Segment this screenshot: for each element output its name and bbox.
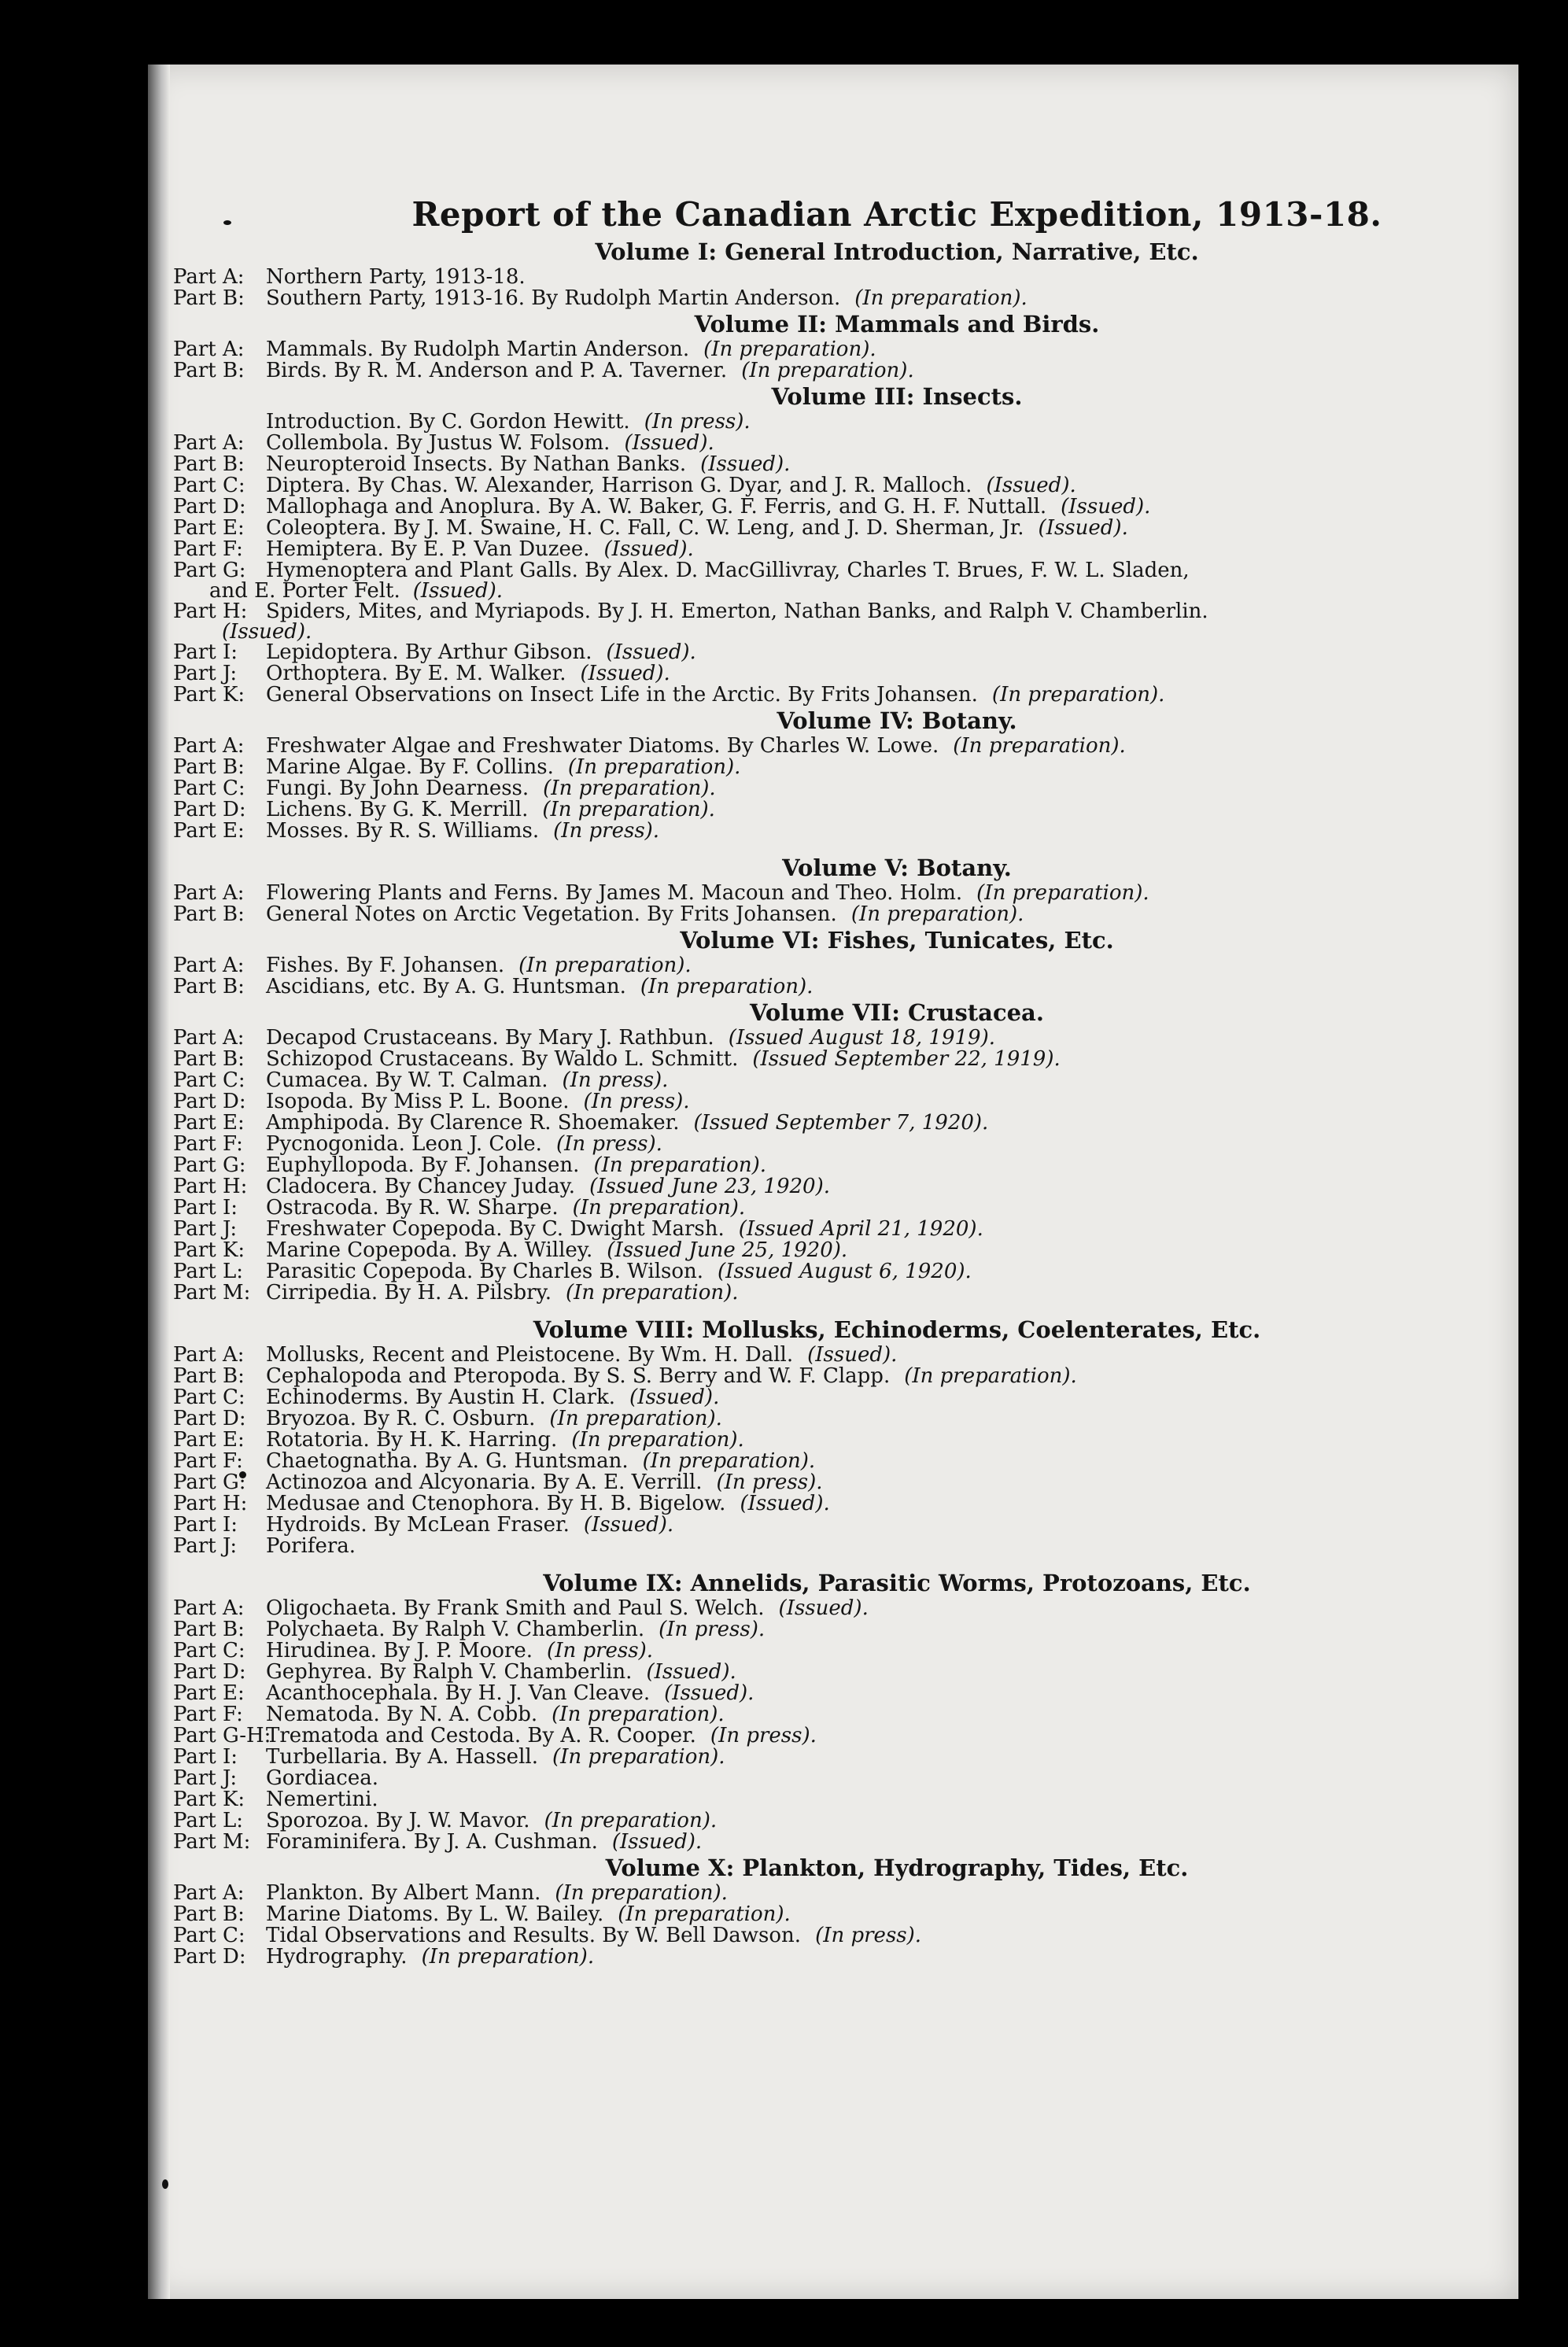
part-text-continued: and E. Porter Felt.	[209, 579, 400, 603]
part-entry	[173, 454, 1463, 475]
part-status: (Issued).	[664, 1681, 754, 1705]
part-label: Part I:	[173, 640, 238, 664]
part-text: Gephyrea. By Ralph V. Chamberlin.	[266, 1660, 633, 1684]
part-status: (Issued April 21, 1920).	[738, 1217, 983, 1241]
part-label: Part B:	[173, 359, 245, 382]
part-status: (In preparation).	[544, 1809, 718, 1832]
part-status: (In preparation).	[618, 1902, 791, 1926]
part-label: Part I:	[173, 1513, 238, 1537]
part-text: Hemiptera. By E. P. Van Duzee.	[266, 537, 590, 561]
part-text: Nematoda. By N. A. Cobb.	[266, 1703, 538, 1726]
part-label: Part B:	[173, 1902, 245, 1926]
part-text: Spiders, Mites, and Myriapods. By J. H. Emerton, Nathan Banks, and Ralph V. Chamberlin.	[266, 600, 1208, 623]
part-label: Part A:	[173, 881, 245, 905]
volume-section	[173, 238, 1463, 309]
part-text: Isopoda. By Miss P. L. Boone.	[266, 1090, 570, 1113]
part-label: Part D:	[173, 1407, 246, 1430]
part-status: (In preparation).	[555, 1881, 728, 1905]
part-status: (Issued).	[603, 537, 694, 561]
volume-heading: Volume II: Mammals and Birds.	[694, 311, 1100, 338]
part-label: Part A:	[173, 1881, 245, 1905]
part-text: Fungi. By John Dearness.	[266, 777, 529, 800]
part-status: (Issued August 18, 1919).	[728, 1026, 995, 1050]
part-text: Hydroids. By McLean Fraser.	[266, 1513, 570, 1537]
part-label: Part H:	[173, 1175, 248, 1198]
part-label: Part H:	[173, 1492, 248, 1515]
part-label: Part J:	[173, 1217, 238, 1241]
volume-section	[173, 999, 1463, 1315]
part-status: (In press).	[547, 1639, 654, 1662]
part-entry	[173, 1430, 1463, 1451]
part-status: (Issued September 22, 1919).	[752, 1047, 1061, 1071]
part-status: (In preparation).	[566, 1281, 739, 1305]
part-status: (In press).	[716, 1471, 823, 1494]
part-status: (In preparation).	[991, 683, 1165, 707]
entry-label-spacer	[173, 411, 266, 433]
volume-section	[173, 1316, 1463, 1568]
part-text: Plankton. By Albert Mann.	[266, 1881, 541, 1905]
part-status: (In press).	[710, 1724, 817, 1747]
part-label: Part E:	[173, 1428, 245, 1452]
part-status: (Issued June 25, 1920).	[607, 1238, 848, 1262]
part-entry	[173, 1725, 1463, 1747]
part-entry	[173, 496, 1463, 518]
part-text: Hirudinea. By J. P. Moore.	[266, 1639, 533, 1662]
section-gap	[173, 1304, 1463, 1315]
part-label: Part C:	[173, 1386, 245, 1409]
part-text: Nemertini.	[266, 1788, 378, 1811]
part-text: Lichens. By G. K. Merrill.	[266, 798, 529, 821]
part-entry	[173, 1472, 1463, 1493]
part-entry	[173, 799, 1463, 821]
volume-section	[173, 1570, 1463, 1853]
part-text: Freshwater Copepoda. By C. Dwight Marsh.	[266, 1217, 725, 1241]
part-text: Turbellaria. By A. Hassell.	[266, 1745, 538, 1769]
part-text: Oligochaeta. By Frank Smith and Paul S. Welch.	[266, 1596, 765, 1620]
volume-heading: Volume X: Plankton, Hydrography, Tides, Etc.	[605, 1854, 1189, 1881]
part-status: (Issued).	[778, 1596, 869, 1620]
part-entry	[173, 433, 1463, 454]
volume-heading: Volume IX: Annelids, Parasitic Worms, Protozoans, Etc.	[543, 1570, 1251, 1596]
part-label: Part H:	[173, 600, 248, 623]
part-text: Northern Party, 1913-18.	[266, 265, 526, 289]
part-status: (Issued).	[611, 1830, 703, 1854]
part-label: Part M:	[173, 1830, 251, 1854]
volume-heading: Volume I: General Introduction, Narrative, Etc.	[595, 238, 1199, 265]
part-text: Cirripedia. By H. A. Pilsbry.	[266, 1281, 552, 1305]
part-entry	[173, 642, 1463, 663]
part-label: Part I:	[173, 1745, 238, 1769]
part-entry	[173, 1832, 1463, 1853]
part-entry	[173, 1536, 1463, 1557]
part-status: (Issued).	[1061, 495, 1151, 518]
part-text: General Observations on Insect Life in the Arctic. By Frits Johansen.	[266, 683, 978, 707]
part-label: Part L:	[173, 1809, 243, 1832]
part-text: Cladocera. By Chancey Juday.	[266, 1175, 576, 1198]
part-status: (Issued).	[583, 1513, 674, 1537]
part-entry	[173, 904, 1463, 925]
part-text: Hymenoptera and Plant Galls. By Alex. D. MacGillivray, Charles T. Brues, F. W. L. Sladen,	[266, 559, 1190, 582]
part-entry	[173, 475, 1463, 496]
part-text: Mosses. By R. S. Williams.	[266, 819, 540, 843]
part-label: Part A:	[173, 954, 245, 977]
part-label: Part B:	[173, 1618, 245, 1641]
part-entry	[173, 1515, 1463, 1536]
part-entry	[173, 360, 1463, 382]
part-status: (Issued).	[412, 579, 504, 603]
part-label: Part F:	[173, 1703, 243, 1726]
page-edge-shadow	[148, 65, 170, 2299]
part-text: Euphyllopoda. By F. Johansen.	[266, 1153, 580, 1177]
part-label: Part G-H:	[173, 1724, 271, 1747]
part-status: (In press).	[555, 1132, 662, 1156]
part-text: Orthoptera. By E. M. Walker.	[266, 662, 566, 685]
part-label: Part A:	[173, 734, 245, 758]
part-text: Parasitic Copepoda. By Charles B. Wilson.	[266, 1260, 704, 1283]
part-entry	[173, 1197, 1463, 1219]
part-status: (Issued).	[580, 662, 670, 685]
part-text: Acanthocephala. By H. J. Van Cleave.	[266, 1681, 651, 1705]
volume-section	[173, 854, 1463, 925]
part-text: Southern Party, 1913-16. By Rudolph Martin Anderson.	[266, 286, 841, 310]
part-text: Bryozoa. By R. C. Osburn.	[266, 1407, 536, 1430]
part-label: Part B:	[173, 1364, 245, 1388]
part-entry	[173, 736, 1463, 757]
part-entry	[173, 539, 1463, 560]
part-status: (In preparation).	[854, 286, 1028, 310]
part-text: Echinoderms. By Austin H. Clark.	[266, 1386, 616, 1409]
part-status: (In press).	[562, 1068, 669, 1092]
part-label: Part M:	[173, 1281, 251, 1305]
ink-speck	[162, 2179, 168, 2189]
part-status: (Issued).	[807, 1343, 898, 1367]
part-text: Birds. By R. M. Anderson and P. A. Taverner.	[266, 359, 728, 382]
volume-heading: Volume VII: Crustacea.	[750, 999, 1044, 1026]
part-status: (In preparation).	[850, 902, 1024, 926]
part-label: Part B:	[173, 286, 245, 310]
part-entry	[173, 1049, 1463, 1070]
part-entry	[173, 1925, 1463, 1947]
part-label: Part F:	[173, 1132, 243, 1156]
part-label: Part D:	[173, 495, 246, 518]
part-entry	[173, 560, 1463, 581]
part-text: Foraminifera. By J. A. Cushman.	[266, 1830, 598, 1854]
part-text: Lepidoptera. By Arthur Gibson.	[266, 640, 592, 664]
part-text: Neuropteroid Insects. By Nathan Banks.	[266, 452, 687, 476]
part-label: Part K:	[173, 683, 245, 707]
part-label: Part K:	[173, 1238, 245, 1262]
part-label: Part E:	[173, 1681, 245, 1705]
part-label: Part J:	[173, 662, 238, 685]
part-text: Hydrography.	[266, 1945, 408, 1969]
part-label: Part F:	[173, 1449, 243, 1473]
part-label: Part A:	[173, 1343, 245, 1367]
part-entry	[173, 1070, 1463, 1091]
entry-status: (In press).	[644, 410, 751, 434]
part-label: Part B:	[173, 452, 245, 476]
part-label: Part A:	[173, 1026, 245, 1050]
part-label: Part G:	[173, 1471, 246, 1494]
part-text: Schizopod Crustaceans. By Waldo L. Schmitt.	[266, 1047, 739, 1071]
part-entry	[173, 1904, 1463, 1925]
part-label: Part L:	[173, 1260, 243, 1283]
part-status: (In press).	[659, 1618, 766, 1641]
volume-introduction	[173, 411, 1463, 433]
part-label: Part B:	[173, 975, 245, 998]
part-entry	[173, 1947, 1463, 1968]
part-entry	[173, 1176, 1463, 1197]
part-text: Ascidians, etc. By A. G. Huntsman.	[266, 975, 626, 998]
part-text: Mollusks, Recent and Pleistocene. By Wm. H. Dall.	[266, 1343, 794, 1367]
part-entry	[173, 1091, 1463, 1113]
part-label: Part E:	[173, 819, 245, 843]
part-label: Part D:	[173, 1660, 246, 1684]
part-text: Gordiacea.	[266, 1766, 379, 1790]
part-entry	[173, 1345, 1463, 1366]
part-entry	[173, 1683, 1463, 1704]
volume-list	[173, 238, 1463, 1968]
section-gap	[173, 1557, 1463, 1568]
part-label: Part D:	[173, 1090, 246, 1113]
part-label: Part F:	[173, 537, 243, 561]
part-status: (In press).	[553, 819, 660, 843]
part-entry	[173, 1493, 1463, 1515]
part-status: (In preparation).	[741, 359, 914, 382]
part-entry	[173, 778, 1463, 799]
part-label: Part D:	[173, 1945, 246, 1969]
part-status: (In preparation).	[904, 1364, 1077, 1388]
part-entry	[173, 267, 1463, 288]
part-status: (Issued).	[606, 640, 696, 664]
volume-section	[173, 383, 1463, 706]
part-text: Marine Copepoda. By A. Willey.	[266, 1238, 593, 1262]
part-status: (In preparation).	[542, 798, 715, 821]
part-status: (In preparation).	[518, 954, 692, 977]
volume-section	[173, 707, 1463, 853]
part-status: (Issued June 23, 1920).	[589, 1175, 830, 1198]
entry-text: Introduction. By C. Gordon Hewitt.	[266, 410, 630, 434]
section-gap	[173, 842, 1463, 853]
part-text: Freshwater Algae and Freshwater Diatoms. By Charles W. Lowe.	[266, 734, 939, 758]
part-text: Marine Algae. By F. Collins.	[266, 755, 554, 779]
part-entry	[173, 1408, 1463, 1430]
part-text: Mammals. By Rudolph Martin Anderson.	[266, 338, 690, 361]
part-text: Mallophaga and Anoplura. By A. W. Baker, G. F. Ferris, and G. H. F. Nuttall.	[266, 495, 1047, 518]
part-text: Collembola. By Justus W. Folsom.	[266, 431, 611, 455]
report-contents	[173, 195, 1463, 1968]
part-status: (In preparation).	[552, 1703, 725, 1726]
part-entry	[173, 1810, 1463, 1832]
part-label: Part J:	[173, 1766, 238, 1790]
part-status: (In preparation).	[543, 777, 716, 800]
part-status: (Issued).	[1038, 516, 1128, 540]
part-text: Porifera.	[266, 1534, 356, 1558]
part-label: Part B:	[173, 902, 245, 926]
part-label: Part G:	[173, 559, 246, 582]
part-label: Part C:	[173, 777, 245, 800]
part-status: (In preparation).	[552, 1745, 725, 1769]
part-status: (In preparation).	[549, 1407, 722, 1430]
part-label: Part A:	[173, 1596, 245, 1620]
report-title: Report of the Canadian Arctic Expedition, 1913-18.	[411, 195, 1382, 234]
part-text: Sporozoa. By J. W. Mavor.	[266, 1809, 530, 1832]
part-entry	[173, 518, 1463, 539]
part-entry	[173, 1134, 1463, 1155]
part-text: Tidal Observations and Results. By W. Bell Dawson.	[266, 1924, 802, 1947]
part-entry	[173, 976, 1463, 998]
part-label: Part K:	[173, 1788, 245, 1811]
part-text: Flowering Plants and Ferns. By James M. Macoun and Theo. Holm.	[266, 881, 963, 905]
part-text: Amphipoda. By Clarence R. Shoemaker.	[266, 1111, 680, 1135]
part-entry	[173, 1261, 1463, 1282]
part-text: Actinozoa and Alcyonaria. By A. E. Verrill.	[266, 1471, 703, 1494]
volume-heading: Volume V: Botany.	[782, 854, 1012, 881]
part-label: Part D:	[173, 798, 246, 821]
part-status: (Issued).	[624, 431, 714, 455]
part-entry	[173, 1028, 1463, 1049]
part-entry	[173, 339, 1463, 360]
part-label: Part C:	[173, 1924, 245, 1947]
part-continuation	[173, 622, 1463, 642]
part-entry	[173, 1768, 1463, 1789]
volume-heading: Volume VIII: Mollusks, Echinoderms, Coelenterates, Etc.	[533, 1316, 1261, 1343]
part-text: Cumacea. By W. T. Calman.	[266, 1068, 548, 1092]
volume-section	[173, 1854, 1463, 1968]
part-entry	[173, 1366, 1463, 1387]
part-entry	[173, 663, 1463, 685]
part-text: Cephalopoda and Pteropoda. By S. S. Berry and W. F. Clapp.	[266, 1364, 891, 1388]
part-label: Part J:	[173, 1534, 238, 1558]
part-entry	[173, 288, 1463, 309]
part-entry	[173, 1387, 1463, 1408]
part-entry	[173, 1883, 1463, 1904]
part-status: (In preparation).	[593, 1153, 766, 1177]
part-entry	[173, 1704, 1463, 1725]
part-entry	[173, 757, 1463, 778]
volume-section	[173, 311, 1463, 382]
part-entry	[173, 1113, 1463, 1134]
part-status: (In preparation).	[567, 755, 741, 779]
part-text: Polychaeta. By Ralph V. Chamberlin.	[266, 1618, 645, 1641]
part-text: Marine Diatoms. By L. W. Bailey.	[266, 1902, 604, 1926]
volume-heading: Volume VI: Fishes, Tunicates, Etc.	[680, 927, 1114, 954]
part-text: Medusae and Ctenophora. By H. B. Bigelow.	[266, 1492, 726, 1515]
part-label: Part C:	[173, 474, 245, 497]
part-status: (In preparation).	[572, 1196, 746, 1220]
part-entry	[173, 883, 1463, 904]
part-label: Part C:	[173, 1068, 245, 1092]
part-text: Fishes. By F. Johansen.	[266, 954, 505, 977]
part-entry	[173, 1789, 1463, 1810]
part-status: (In preparation).	[703, 338, 876, 361]
part-entry	[173, 1240, 1463, 1261]
part-status: (In preparation).	[642, 1449, 816, 1473]
part-status: (Issued).	[629, 1386, 720, 1409]
part-entry	[173, 1219, 1463, 1240]
part-label: Part B:	[173, 1047, 245, 1071]
part-text: Coleoptera. By J. M. Swaine, H. C. Fall, C. W. Leng, and J. D. Sherman, Jr.	[266, 516, 1024, 540]
part-label: Part E:	[173, 516, 245, 540]
part-label: Part C:	[173, 1639, 245, 1662]
part-entry	[173, 1598, 1463, 1619]
part-label: Part E:	[173, 1111, 245, 1135]
part-entry	[173, 685, 1463, 706]
volume-heading: Volume IV: Botany.	[777, 707, 1017, 734]
part-status: (In press).	[583, 1090, 690, 1113]
part-entry	[173, 1619, 1463, 1640]
part-status: (Issued).	[222, 620, 312, 644]
part-status: (Issued).	[740, 1492, 830, 1515]
part-entry	[173, 1282, 1463, 1304]
part-status: (In preparation).	[976, 881, 1149, 905]
part-text: Ostracoda. By R. W. Sharpe.	[266, 1196, 559, 1220]
part-label: Part I:	[173, 1196, 238, 1220]
part-status: (Issued September 7, 1920).	[693, 1111, 989, 1135]
volume-section	[173, 927, 1463, 998]
part-status: (Issued August 6, 1920).	[718, 1260, 972, 1283]
part-text: General Notes on Arctic Vegetation. By Frits Johansen.	[266, 902, 837, 926]
part-status: (Issued).	[986, 474, 1076, 497]
part-text: Decapod Crustaceans. By Mary J. Rathbun.	[266, 1026, 714, 1050]
part-continuation	[173, 581, 1463, 601]
part-status: (In preparation).	[953, 734, 1126, 758]
volume-heading: Volume III: Insects.	[771, 383, 1023, 410]
part-entry	[173, 1747, 1463, 1768]
part-text: Pycnogonida. Leon J. Cole.	[266, 1132, 542, 1156]
part-entry	[173, 955, 1463, 976]
part-status: (In press).	[815, 1924, 922, 1947]
part-label: Part A:	[173, 265, 245, 289]
part-status: (Issued).	[700, 452, 791, 476]
part-label: Part B:	[173, 755, 245, 779]
part-entry	[173, 1155, 1463, 1176]
part-label: Part G:	[173, 1153, 246, 1177]
part-text: Trematoda and Cestoda. By A. R. Cooper.	[266, 1724, 696, 1747]
part-status: (Issued).	[646, 1660, 736, 1684]
part-label: Part A:	[173, 338, 245, 361]
part-entry	[173, 1662, 1463, 1683]
part-text: Diptera. By Chas. W. Alexander, Harrison G. Dyar, and J. R. Malloch.	[266, 474, 972, 497]
part-entry	[173, 821, 1463, 842]
part-status: (In preparation).	[640, 975, 814, 998]
part-text: Rotatoria. By H. K. Harring.	[266, 1428, 558, 1452]
part-entry	[173, 601, 1463, 622]
part-label: Part A:	[173, 431, 245, 455]
part-status: (In preparation).	[421, 1945, 595, 1969]
part-entry	[173, 1640, 1463, 1662]
part-status: (In preparation).	[571, 1428, 744, 1452]
part-text: Chaetognatha. By A. G. Huntsman.	[266, 1449, 629, 1473]
part-entry	[173, 1451, 1463, 1472]
